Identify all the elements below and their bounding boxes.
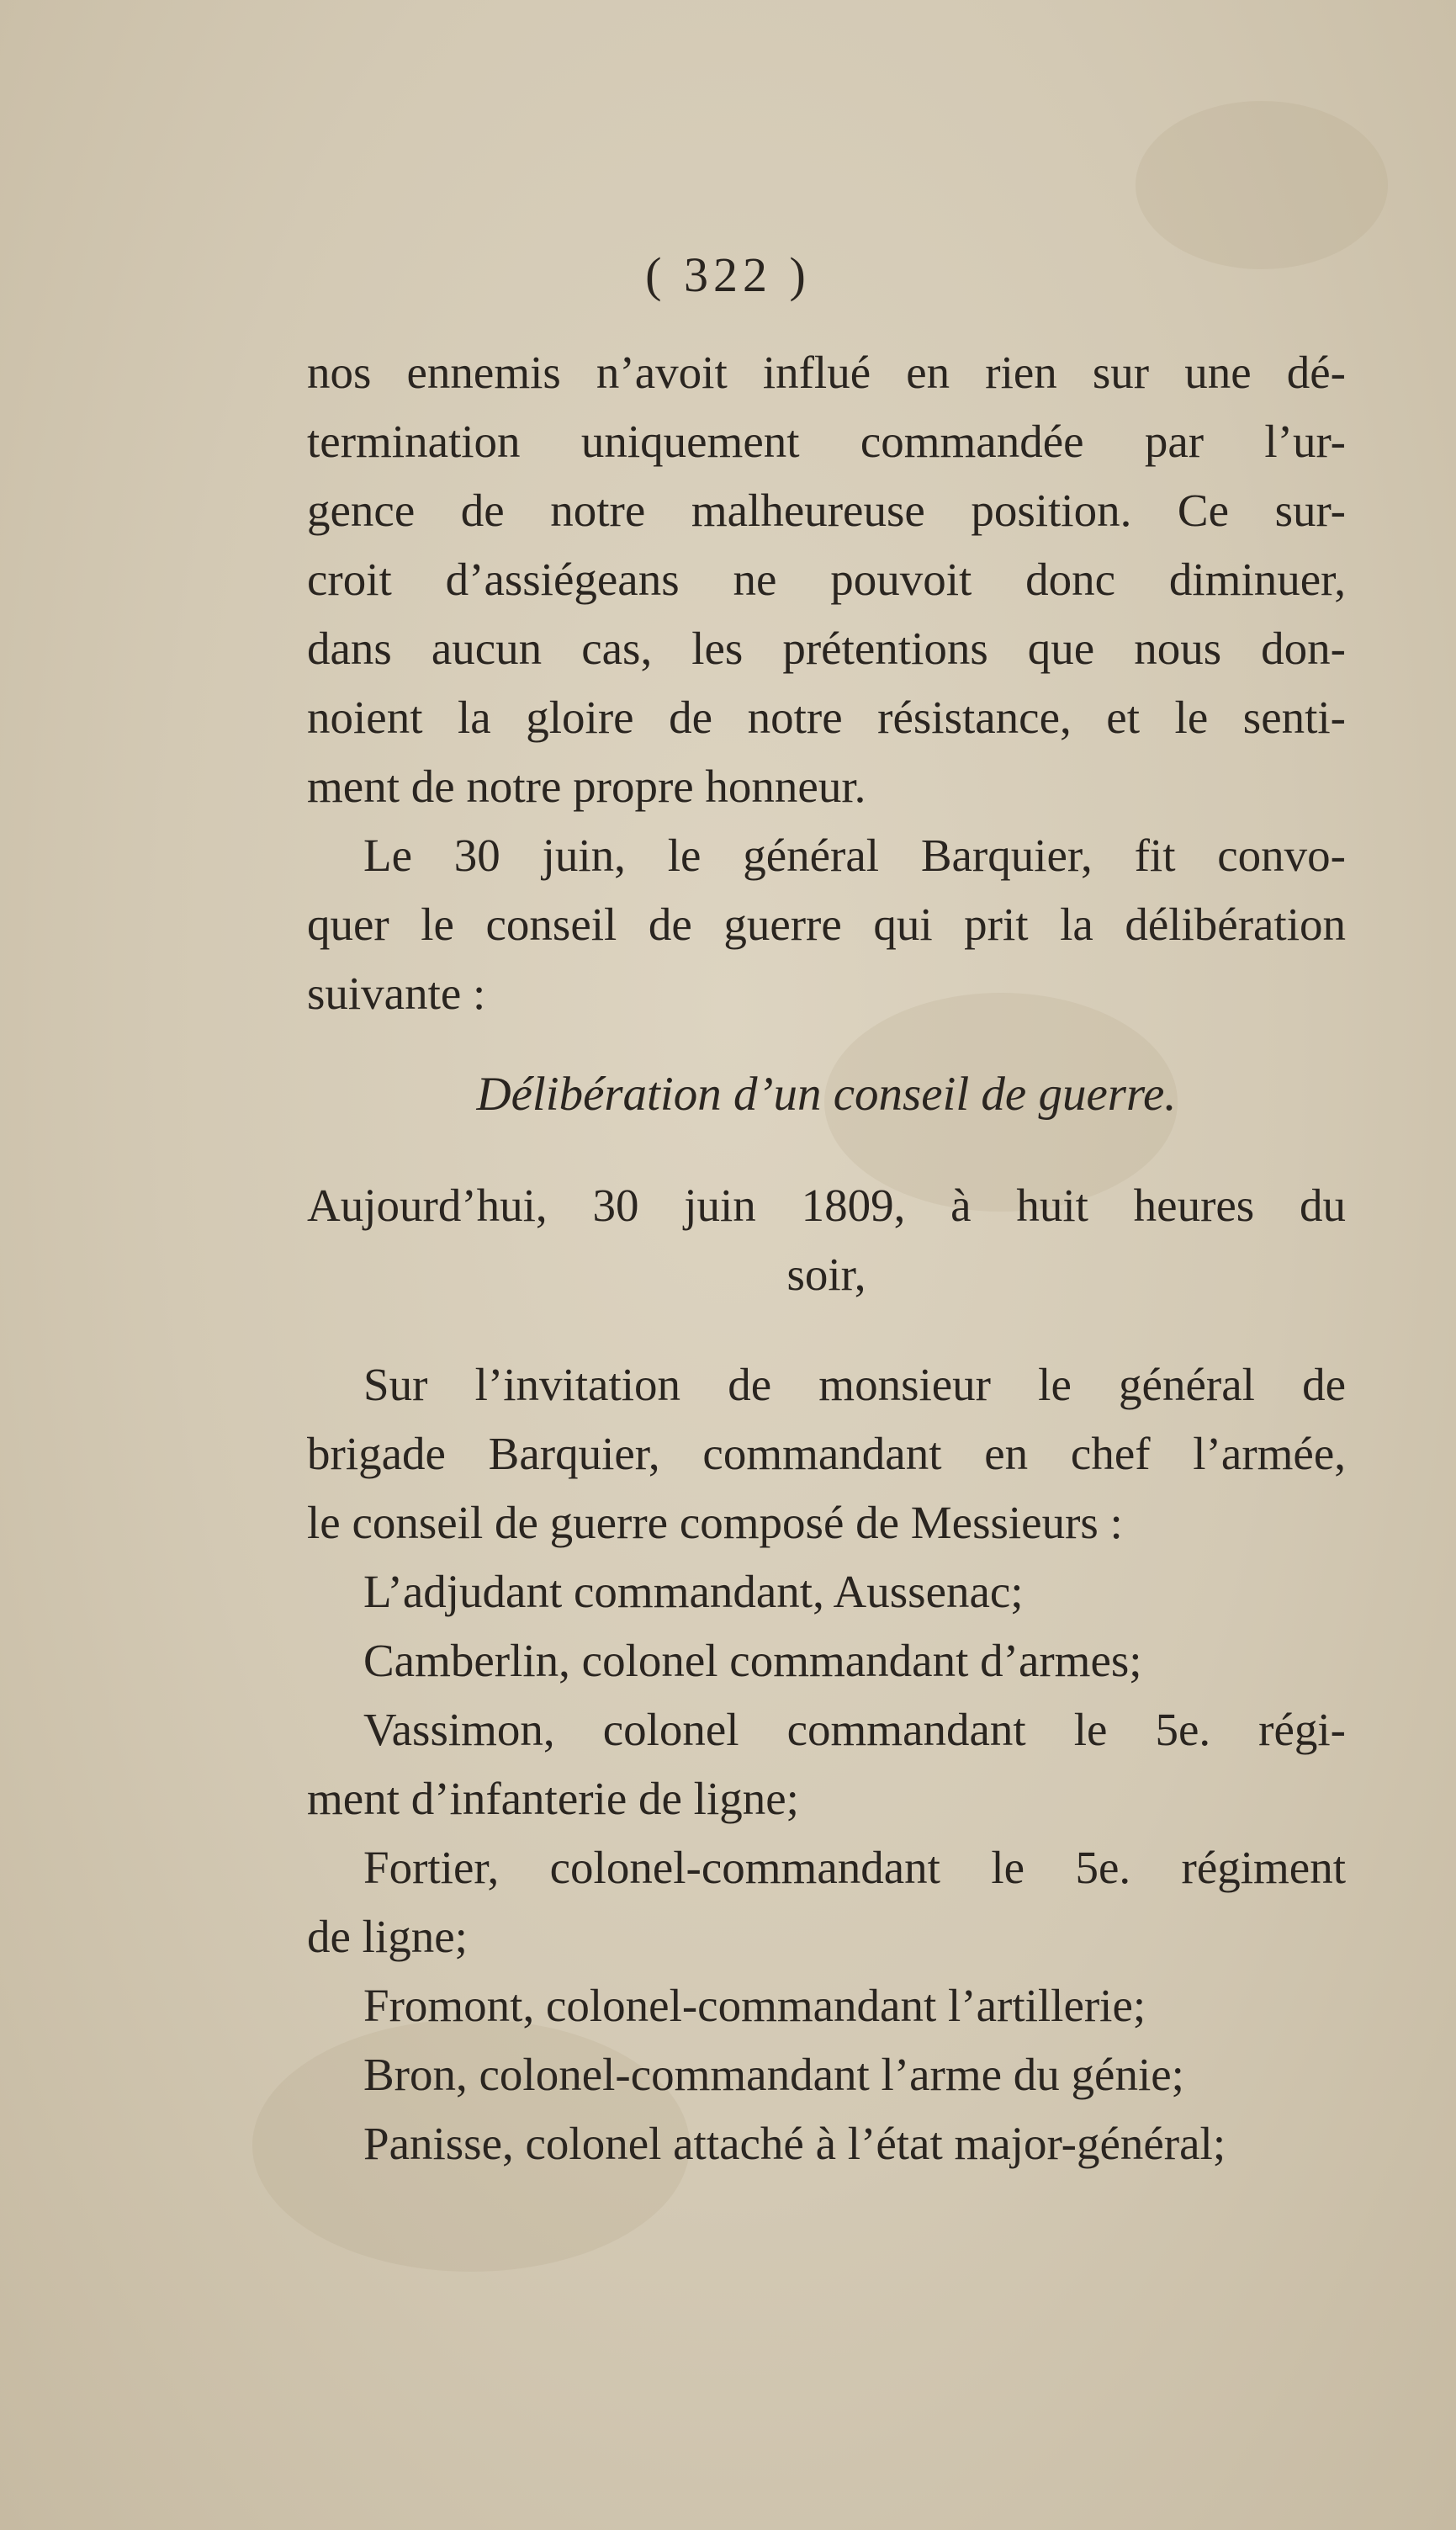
text-line: de ligne; [307,1911,468,1962]
text-line: noient la gloire de notre résistance, et le senti- [307,692,1346,743]
text-line: termination uniquement commandée par l’ur- [307,416,1346,467]
text-line: L’adjudant commandant, Aussenac; [363,1566,1024,1617]
page-number: ( 322 ) [645,247,811,302]
text-line: Bron, colonel-commandant l’arme du génie; [363,2049,1184,2100]
text-line: Camberlin, colonel commandant d’armes; [363,1635,1142,1686]
section-heading: Délibération d’un conseil de guerre. [476,1068,1177,1121]
text-line: Sur l’invitation de monsieur le général de [363,1359,1346,1410]
text-line: le conseil de guerre composé de Messieurs : [307,1497,1123,1548]
text-line: Fromont, colonel-commandant l’artillerie; [363,1980,1146,2031]
text-line: nos ennemis n’avoit influé en rien sur une dé- [307,347,1346,398]
text-line: Fortier, colonel-commandant le 5e. régiment [363,1842,1346,1893]
text-line: gence de notre malheureuse position. Ce sur- [307,485,1346,536]
text-line: dans aucun cas, les prétentions que nous don- [307,623,1346,674]
text-line: Vassimon, colonel commandant le 5e. régi- [363,1704,1346,1755]
text-line: suivante : [307,968,486,1019]
text-line: Le 30 juin, le général Barquier, fit convo- [363,830,1346,881]
text-line: Panisse, colonel attaché à l’état major-général; [363,2118,1226,2169]
text-line: ment d’infanterie de ligne; [307,1773,799,1824]
text-line: soir, [786,1249,866,1300]
text-line: ment de notre propre honneur. [307,761,866,812]
text-line: croit d’assiégeans ne pouvoit donc diminuer, [307,554,1346,605]
paper-stain [1136,101,1388,269]
text-line: brigade Barquier, commandant en chef l’armée, [307,1428,1346,1479]
text-line: Aujourd’hui, 30 juin 1809, à huit heures du [307,1180,1346,1231]
text-line: quer le conseil de guerre qui prit la délibération [307,899,1346,950]
